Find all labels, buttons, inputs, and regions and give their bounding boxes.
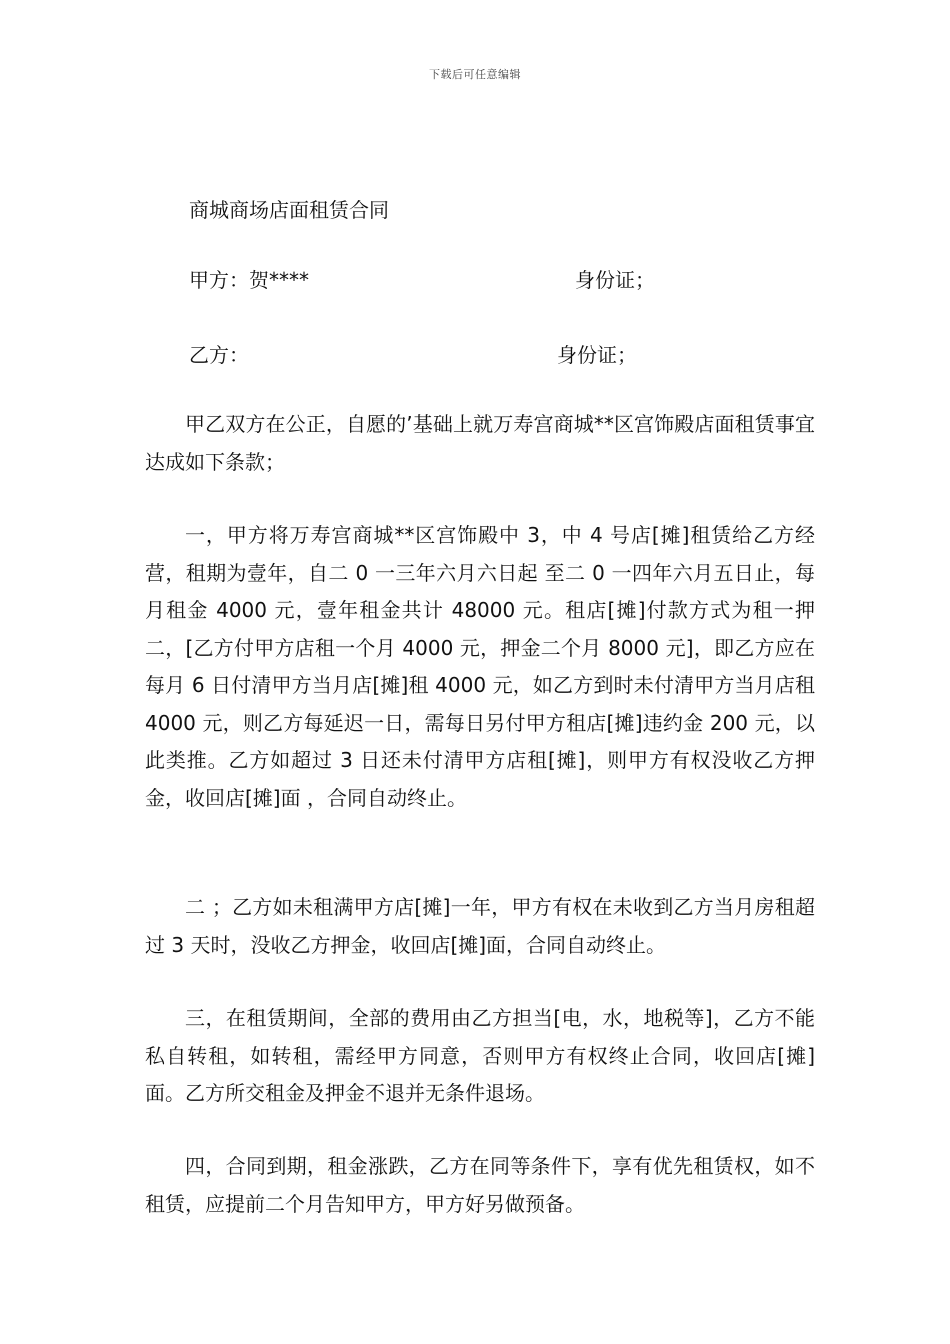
paragraph-clause-1: 一，甲方将万寿宫商城**区宫饰殿中 3，中 4 号店[摊]租赁给乙方经营，租期为壹年，自二 0 一三年六月六日起 至二 0 一四年六月五日止，每月租金 4000 元，壹年租金共计 48000 元。租店[摊]付款方式为租一押二，[乙方付甲方店租一个月 4000 元，押金二个月 8000 元]，即乙方应在每月 6 日付清甲方当月店[摊]租 4000 元，如乙方到时未付清甲方当月店租 4000 元，则乙方每延迟一日，需每日另付甲方租店[摊]违约金 200 元，以此类推。乙方如超过 3 日还未付清甲方店租[摊]，则甲方有权没收乙方押金，收回店[摊]面 ，合同自动终止。 xyxy=(145,523,815,810)
paragraph-clause-3: 三，在租赁期间，全部的费用由乙方担当[电，水，地税等]，乙方不能私自转租，如转租，需经甲方同意，否则甲方有权终止合同，收回店[摊]面。乙方所交租金及押金不退并无条件退场。 xyxy=(145,1006,815,1105)
party-b-id-label: 身份证； xyxy=(557,343,637,367)
paragraph-clause-2: 二 ；乙方如未租满甲方店[摊]一年，甲方有权在未收到乙方当月房租超过 3 天时，没收乙方押金，收回店[摊]面，合同自动终止。 xyxy=(145,895,815,957)
party-a-id-label: 身份证； xyxy=(575,268,655,292)
header-note: 下载后可任意编辑 xyxy=(429,68,521,81)
paragraph-clause-4: 四，合同到期，租金涨跌，乙方在同等条件下，享有优先租赁权，如不租赁，应提前二个月告知甲方，甲方好另做预备。 xyxy=(145,1154,815,1216)
paragraph-intro: 甲乙双方在公正，自愿的’基础上就万寿宫商城**区宫饰殿店面租赁事宜达成如下条款； xyxy=(145,412,815,474)
party-b-label: 乙方： xyxy=(189,343,249,367)
document-title: 商城商场店面租赁合同 xyxy=(189,198,389,222)
party-a-label: 甲方：贺**** xyxy=(189,268,309,292)
